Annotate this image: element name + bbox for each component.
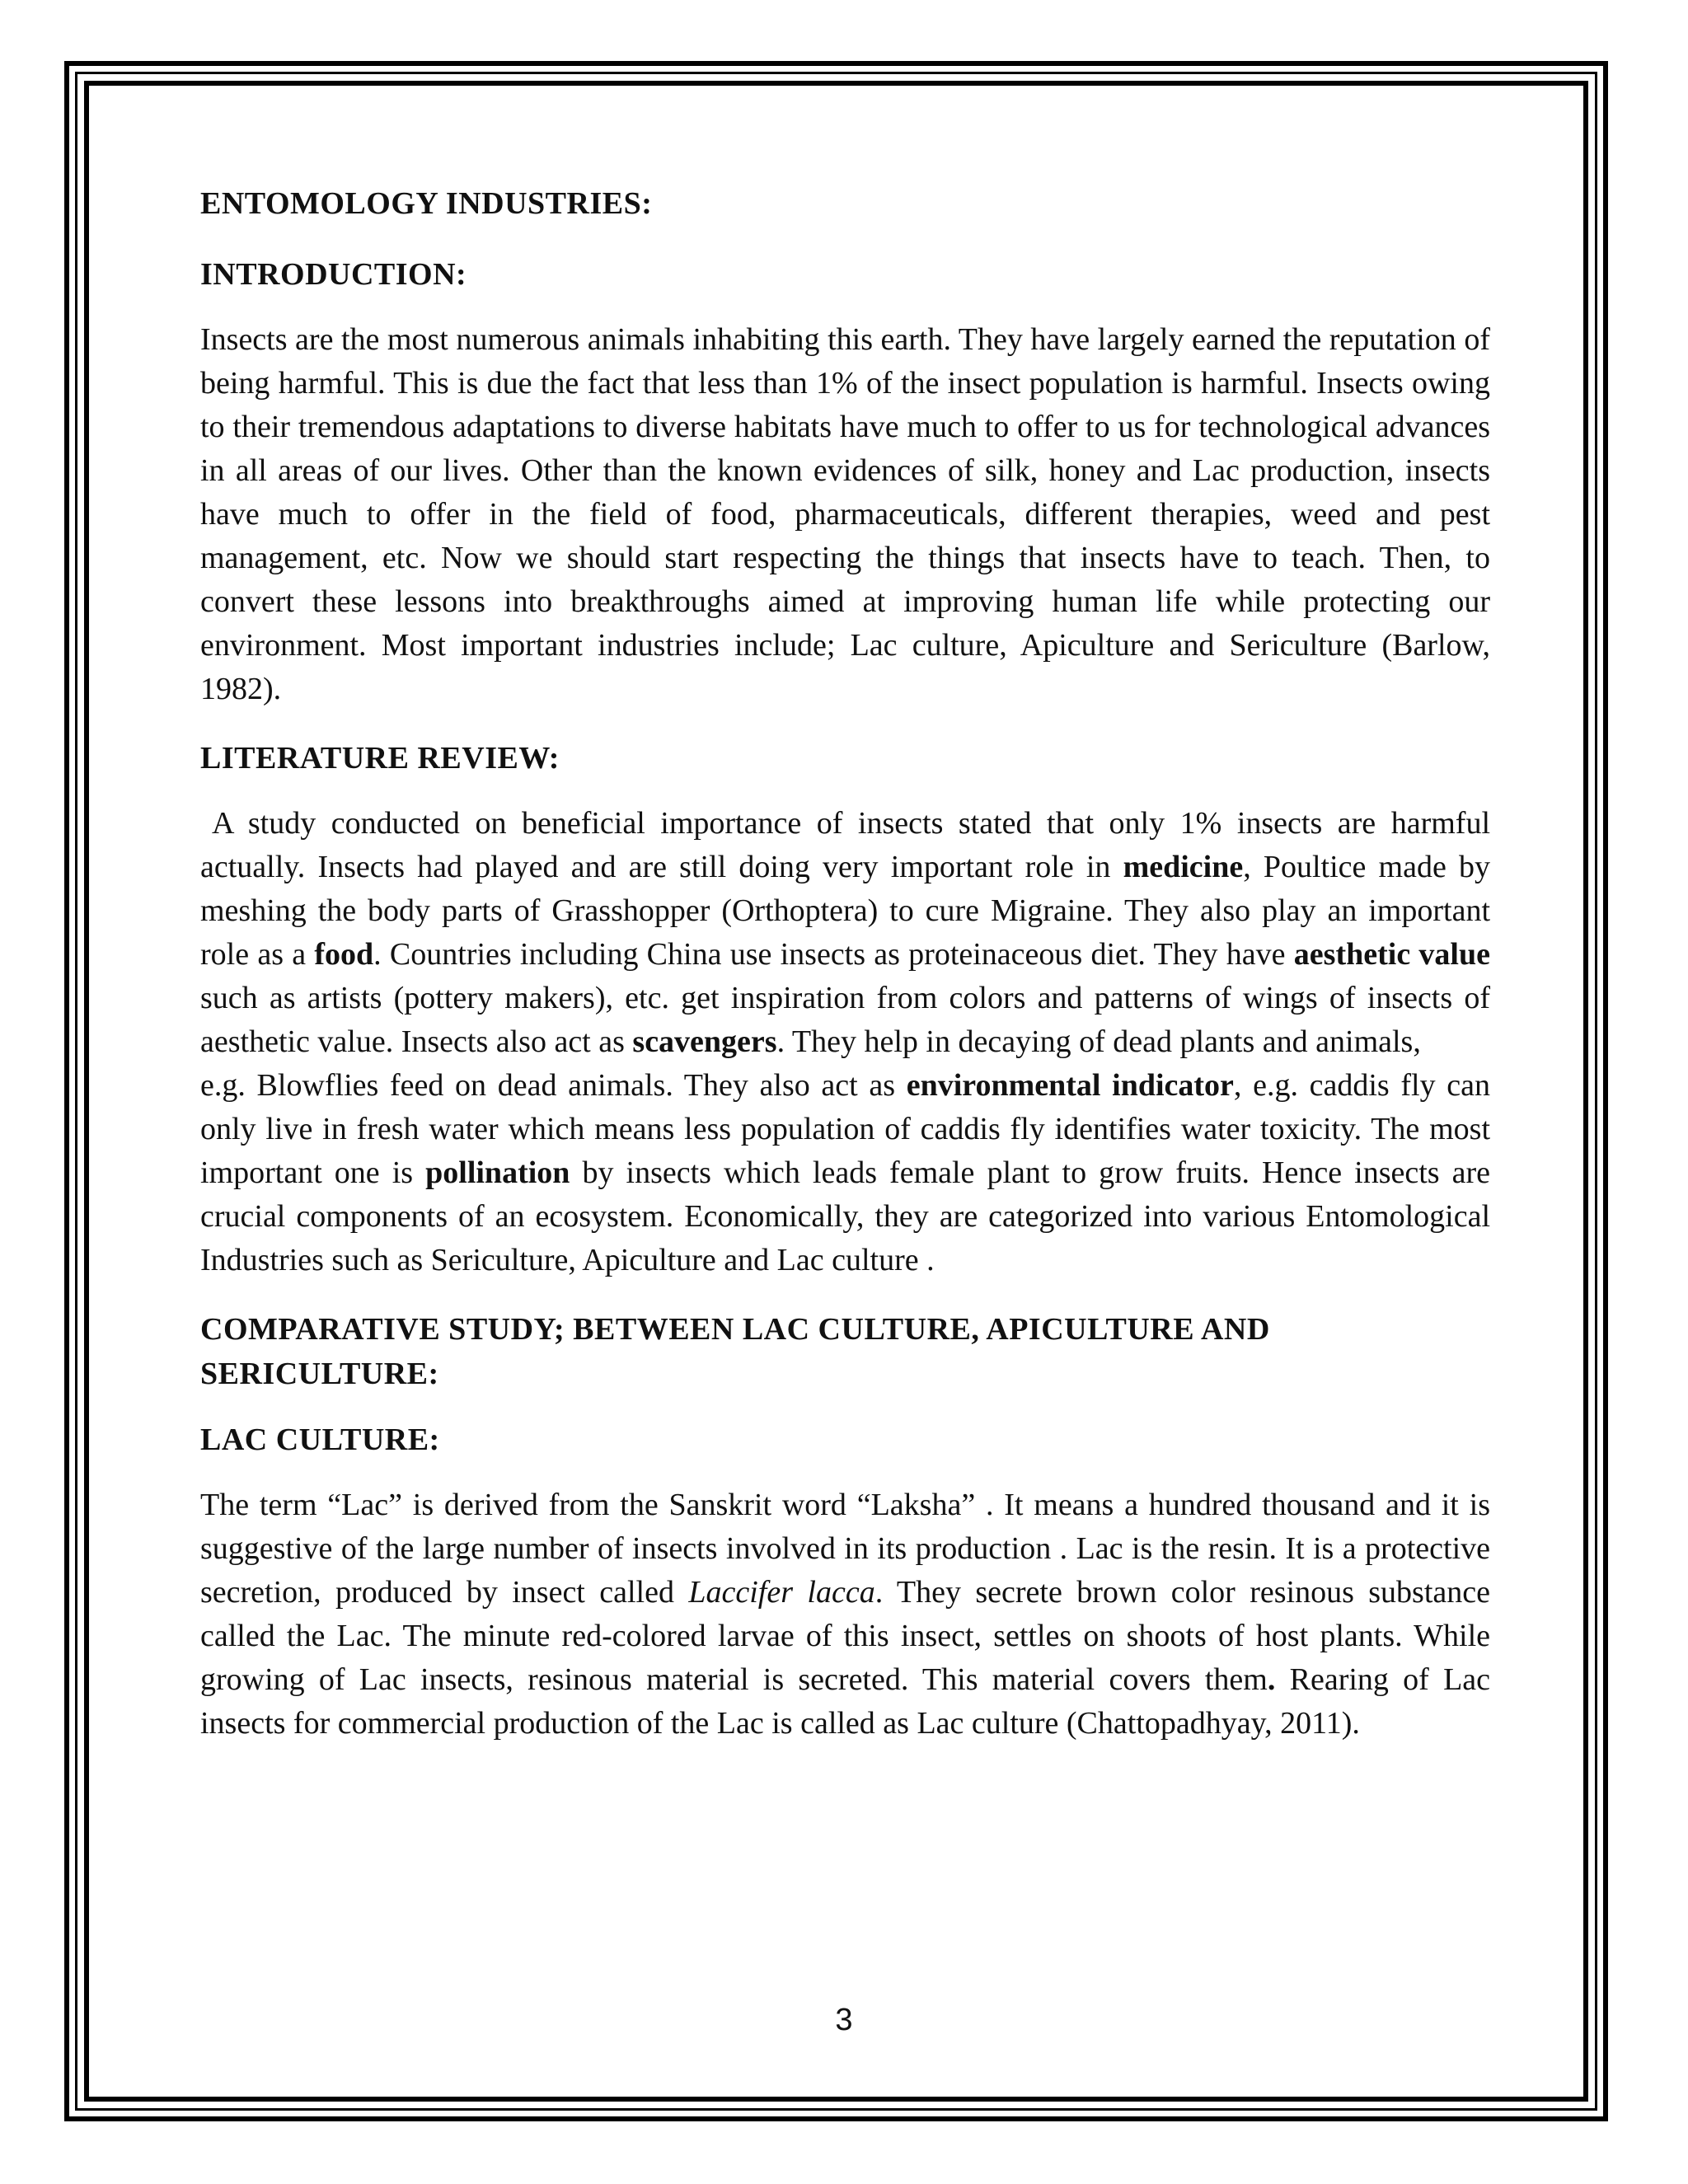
species-name: Laccifer lacca (688, 1575, 875, 1610)
bold-period: . (1267, 1662, 1276, 1697)
lac-culture-heading: LAC CULTURE: (200, 1422, 440, 1457)
text-run: . Countries including China use insects as proteinaceous diet. They have (373, 937, 1294, 972)
literature-review-paragraph (200, 802, 1490, 1282)
document-title: ENTOMOLOGY INDUSTRIES: (200, 186, 653, 221)
comparative-study-heading (200, 1307, 1490, 1396)
text-run: The term “Lac” is derived from the Sanskrit word “Laksha” . It means a hundred thousand and it is suggestive of the large number of insects involved in its production . Lac is the resin. It is a protective secretion, produced by insect called (200, 1488, 1490, 1610)
bold-term-environmental-indicator: environmental indicator (906, 1068, 1234, 1103)
bold-term-scavengers: scavengers (632, 1024, 777, 1059)
lac-culture-paragraph (200, 1483, 1490, 1746)
heading-line: COMPARATIVE STUDY; BETWEEN LAC CULTURE, APICULTURE AND (200, 1312, 1270, 1347)
bold-term-pollination: pollination (425, 1155, 570, 1190)
text-run: e.g. Blowflies feed on dead animals. They also act as (200, 1068, 907, 1103)
document-body (200, 181, 1490, 1746)
bold-term-aesthetic-value: aesthetic value (1293, 937, 1490, 972)
introduction-heading: INTRODUCTION: (200, 257, 467, 292)
text-run: A study conducted on beneficial importance of insects stated that only 1% insects are harmful actually. Insects had played and are still doing very important role in (200, 806, 1490, 884)
literature-review-heading: LITERATURE REVIEW: (200, 741, 560, 776)
page-number: 3 (835, 2003, 853, 2037)
bold-term-food: food (314, 937, 374, 972)
text-run: such as artists (pottery makers), etc. get inspiration from colors and patterns of wings of insects of aesthetic value. Insects also act as (200, 981, 1490, 1059)
text-run: , Poultice made by meshing the body parts of Grasshopper (Orthoptera) to cure Migraine. They also play an important role as a (200, 850, 1490, 972)
heading-line: SERICULTURE: (200, 1357, 439, 1391)
text-run: by insects which leads female plant to grow fruits. Hence insects are crucial components of an ecosystem. Economically, they are categorized into various Entomological Industries such as Sericulture, Apiculture and Lac culture . (200, 1155, 1490, 1277)
text-run: , e.g. caddis fly can only live in fresh water which means less population of caddis fly identifies water toxicity. The most important one is (200, 1068, 1491, 1190)
introduction-paragraph: Insects are the most numerous animals inhabiting this earth. They have largely earned the reputation of being harmful. This is due the fact that less than 1% of the insect population is harmful. Insects owing to their tremendous adaptations to diverse habitats have much to offer to us for technological advances in all areas of our lives. Other than the known evidences of silk, honey and Lac production, insects have much to offer in the field of food, pharmaceuticals, different therapies, weed and pest management, etc. Now we should start respecting the things that insects have to teach. Then, to convert these lessons into breakthroughs aimed at improving human life while protecting our environment. Most important industries include; Lac culture, Apiculture and Sericulture (Barlow, 1982). (200, 322, 1490, 706)
text-run: Rearing of Lac insects for commercial production of the Lac is called as Lac culture (Chattopadhyay, 2011). (200, 1662, 1491, 1741)
bold-term-medicine: medicine (1123, 850, 1244, 884)
text-run: . They help in decaying of dead plants and animals, (776, 1024, 1421, 1059)
text-run: . They secrete brown color resinous substance called the Lac. The minute red-colored larvae of this insect, settles on shoots of host plants. While growing of Lac insects, resinous material is secreted. This material covers them (200, 1575, 1490, 1697)
